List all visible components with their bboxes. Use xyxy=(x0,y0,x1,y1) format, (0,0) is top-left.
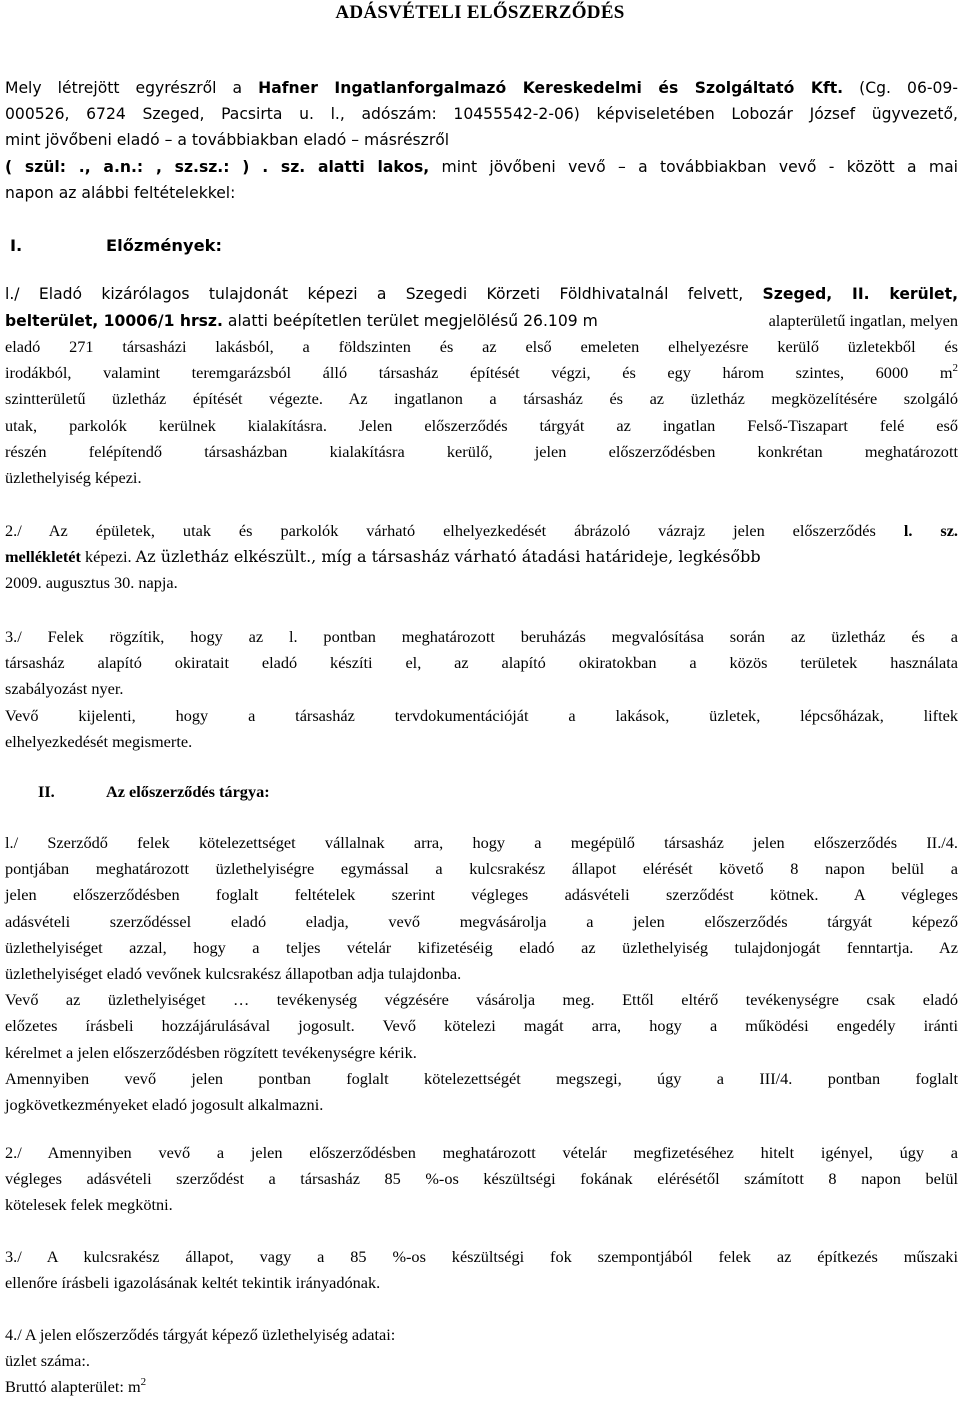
section-number: I. xyxy=(10,236,23,255)
shop-number-field: üzlet száma:. xyxy=(5,1351,90,1371)
paragraph-1-line2-right: alapterületű ingatlan, melyen xyxy=(768,311,958,330)
intro-line: 000526, 6724 Szeged, Pacsirta u. l., adószám: 10455542-2-06) képviseletében Lobozár József ügyvezető, xyxy=(5,105,958,124)
paragraph-ii-2: 2./ Amennyiben vevő a jelen előszerződésben meghatározott vételár megfizetéséhez hitelt igényel, úgy a végleges adásvételi szerződést a társasház 85 %-os készültségi fokának elérésétől számított 8 napon belül kötelesek felek megkötni. xyxy=(5,1143,958,1215)
section-heading: Előzmények: xyxy=(106,236,222,255)
paragraph-3: 3./ Felek rögzítik, hogy az l. pontban meghatározott beruházás megvalósítása során az üzletház és a társasház alapító okiratait eladó készíti el, az alapító okiratokban a közös területek használata szabályozást nyer. Vevő kijelenti, hogy a társasház tervdokumentációját a lakások, üzletek, lépcsőházak, liftek elhelyezkedését megismerte. xyxy=(5,627,958,751)
paragraph-ii-3: 3./ A kulcsrakész állapot, vagy a 85 %-os készültségi fok szempontjából felek az építkezés műszaki ellenőre írásbeli igazolásának keltét tekintik irányadónak. xyxy=(5,1247,958,1293)
intro-line: ( szül: ., a.n.: , sz.sz.: ) . sz. alatti lakos, mint jövőbeni vevő – a továbbiakban vevő - között a mai xyxy=(5,157,958,176)
intro-line: napon az alábbi feltételekkel: xyxy=(5,183,236,202)
seller-name: Hafner Ingatlanforgalmazó Kereskedelmi és Szolgáltató Kft. xyxy=(258,79,844,97)
paragraph-2: 2./ Az épületek, utak és parkolók várható elhelyezkedését ábrázoló vázrajz jelen előszerződés l. sz. mellékletét képezi. Az üzletház elkészült., míg a társasház várható átadási határideje, legkésőbb 2009. augusztus 30. napja. xyxy=(5,521,959,593)
paragraph-ii-1: l./ Szerződő felek kötelezettséget vállalnak arra, hogy a megépülő társasház jelen előszerződés II./4. pontjában meghatározott üzlethelyiségre egymással a kulcsrakész állapot elérését követő 8 napon belül a jelen előszerződésben foglalt feltételek szerint végleges adásvételi szerződést kötnek. A végleges adásvételi szerződéssel eladó eladja, vevő megvásárolja a jelen előszerződés tárgyát képező üzlethelyiséget azzal, hogy a teljes vételár kifizetéséig eladó az üzlethelyiség tulajdonjogát fenntartja. Az üzlethelyiséget eladó vevőnek kulcsrakész állapotban adja tulajdonba. Vevő az üzlethelyiséget … tevékenység végzésére vásárolja meg. Ettől eltérő tevékenységre csak eladó előzetes írásbeli hozzájárulásával jogosult. Vevő kötelezi magát arra, hogy a működési engedély iránti kérelmet a jelen előszerződésben rögzített tevékenységre kérik. Amennyiben vevő jelen pontban foglalt kötelezettségét megszegi, úgy a III/4. pontban foglalt jogkövetkezményeket eladó jogosult alkalmazni. xyxy=(5,833,958,1114)
paragraph-ii-4: 4./ A jelen előszerződés tárgyát képező üzlethelyiség adatai: üzlet száma:. Bruttó alapterület: $m^2$ xyxy=(5,1322,958,1401)
paragraph-1-line1: l./ Eladó kizárólagos tulajdonát képezi a Szegedi Körzeti Földhivatalnál felvett, Szeged, II. kerület, xyxy=(5,285,958,303)
section-heading: Az előszerződés tárgya: xyxy=(106,782,270,801)
intro-line: mint jövőbeni eladó – a továbbiakban eladó – másrészről xyxy=(5,131,450,150)
document-title: ADÁSVÉTELI ELŐSZERZŐDÉS xyxy=(335,2,625,23)
paragraph-1: eladó 271 társasházi lakásból, a földszinten és az első emeleten elhelyezésre kerülő üzletekből és irodákból, valamint teremgarázsból álló társasház építését végzi, és egy három szintes, 6000 $m^2$ szintterületű üzletház építését végezte. Az ingatlanon a társasház és az üzletház megközelítésére szolgáló utak, parkolók kerülnek kialakításra. Jelen előszerződés tárgyát az ingatlan Felső-Tiszapart felé eső részén felépítendő társasházban kialakításra kerülő, jelen előszerződésben konkrétan meghatározott üzlethelyiség képezi. xyxy=(5,337,958,487)
section-number: II. xyxy=(38,782,55,801)
intro-paragraph xyxy=(5,75,958,206)
intro-line: Mely létrejött egyrészről a Hafner Ingatlanforgalmazó Kereskedelmi és Szolgáltató Kft. (Cg. 06-09- xyxy=(5,79,958,97)
paragraph-1-line2-left: belterület, 10006/1 hrsz. alatti beépítetlen terület megjelölésű 26.109 m xyxy=(5,312,598,330)
gross-area-field: Bruttó alapterület: $m^2$ xyxy=(5,1376,147,1397)
